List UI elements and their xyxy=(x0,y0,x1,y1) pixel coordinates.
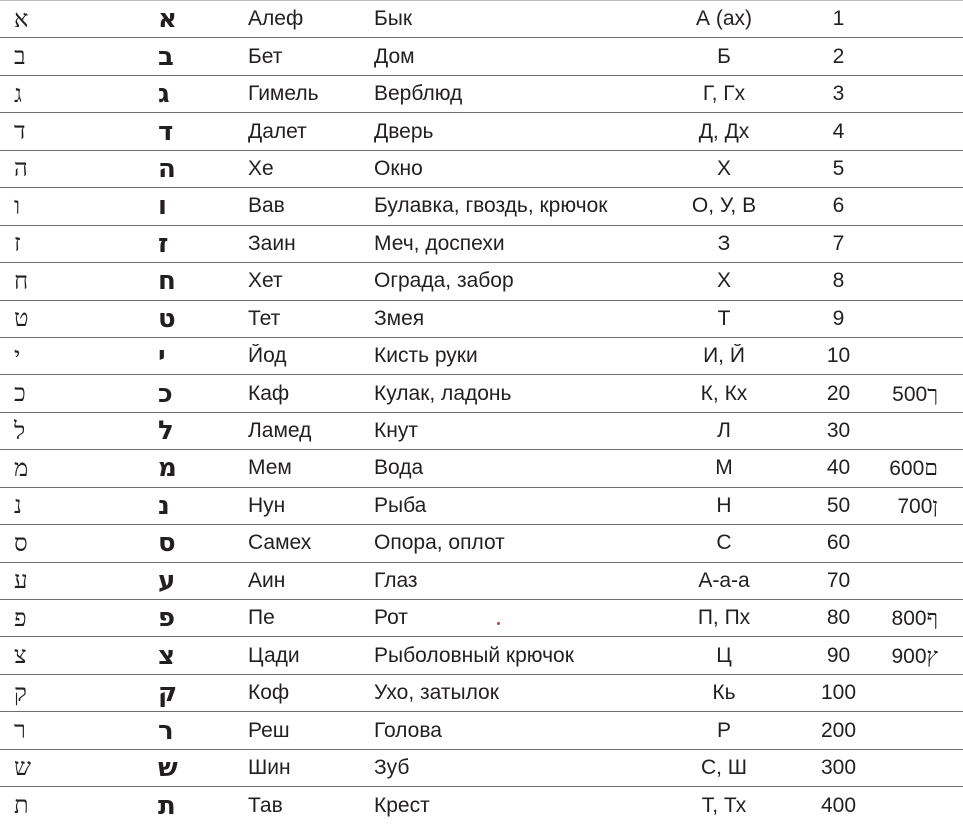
letter-sound: Г, Гх xyxy=(702,82,746,106)
letter-sound: П, Пх xyxy=(697,606,751,630)
final-letter: ן xyxy=(932,493,938,519)
table-row xyxy=(0,413,963,450)
letter-name: Хет xyxy=(248,269,283,293)
letter-sound: С xyxy=(716,531,732,555)
numeric-value: 1 xyxy=(832,7,845,31)
numeric-value: 40 xyxy=(826,456,851,480)
script-letter: ג xyxy=(14,79,22,108)
letter-meaning: Булавка, гвоздь, крючок xyxy=(374,194,608,218)
table-row xyxy=(0,263,963,300)
letter-meaning: Рыболовный крючок xyxy=(374,643,574,667)
print-letter: ק xyxy=(158,678,178,709)
print-letter: ע xyxy=(158,565,176,596)
script-letter: א xyxy=(14,4,29,33)
table-body xyxy=(0,1,963,825)
table-row xyxy=(0,1,963,38)
print-letter: ה xyxy=(158,153,176,184)
final-letter: ך xyxy=(927,381,938,407)
letter-name: Ламед xyxy=(248,419,312,443)
letter-meaning: Вода xyxy=(374,456,424,480)
print-letter: פ xyxy=(158,603,176,634)
letter-meaning: Опора, оплот xyxy=(374,531,505,555)
print-letter: צ xyxy=(158,640,175,671)
final-value: 700 xyxy=(897,494,933,518)
letter-sound: Х xyxy=(716,156,731,180)
script-letter: כ xyxy=(14,379,26,408)
letter-meaning: Голова xyxy=(374,718,442,742)
letter-sound: Р xyxy=(716,718,731,742)
numeric-value: 9 xyxy=(832,306,845,330)
numeric-value: 7 xyxy=(832,231,845,255)
script-letter: ע xyxy=(14,566,28,595)
table-row xyxy=(0,38,963,75)
print-letter: ב xyxy=(158,41,174,72)
letter-meaning: Рот xyxy=(374,606,408,630)
letter-meaning: Кисть руки xyxy=(374,344,478,368)
print-letter: ט xyxy=(158,303,176,334)
print-letter: ז xyxy=(158,228,169,259)
script-letter: מ xyxy=(14,453,29,482)
letter-meaning: Дом xyxy=(374,44,415,68)
final-value: 600 xyxy=(889,457,925,481)
letter-name: Алеф xyxy=(248,7,304,31)
final-value: 800 xyxy=(891,607,927,631)
table-row xyxy=(0,563,963,600)
final-form xyxy=(879,455,963,481)
letter-name: Пе xyxy=(248,606,275,630)
letter-name: Мем xyxy=(248,456,292,480)
print-letter: י xyxy=(158,341,166,372)
print-letter: ש xyxy=(158,752,178,783)
numeric-value: 30 xyxy=(826,419,851,443)
letter-name: Цади xyxy=(248,643,300,667)
table-row xyxy=(0,226,963,263)
table-row xyxy=(0,750,963,787)
letter-sound: А-а-а xyxy=(698,568,750,592)
table-row xyxy=(0,375,963,412)
script-letter: ש xyxy=(14,753,31,782)
script-letter: נ xyxy=(14,491,22,520)
letter-name: Коф xyxy=(248,681,290,705)
numeric-value: 100 xyxy=(820,681,857,705)
final-form xyxy=(879,493,963,519)
numeric-value: 4 xyxy=(832,119,845,143)
print-letter: נ xyxy=(158,490,170,521)
numeric-value: 90 xyxy=(826,643,851,667)
numeric-value: 20 xyxy=(826,381,851,405)
final-letter: ם xyxy=(924,456,938,482)
table-row xyxy=(0,787,963,824)
table-row xyxy=(0,488,963,525)
letter-meaning: Верблюд xyxy=(374,82,463,106)
letter-meaning: Меч, доспехи xyxy=(374,231,505,255)
script-letter: ז xyxy=(14,229,21,258)
numeric-value: 10 xyxy=(826,344,851,368)
letter-meaning: Кулак, ладонь xyxy=(374,381,512,405)
numeric-value: 300 xyxy=(820,755,857,779)
final-letter: ף xyxy=(926,606,938,632)
table-row xyxy=(0,525,963,562)
print-letter: ו xyxy=(158,191,167,222)
numeric-value: 50 xyxy=(826,493,851,517)
letter-sound: О, У, В xyxy=(691,194,757,218)
numeric-value: 400 xyxy=(820,793,857,817)
letter-meaning: Бык xyxy=(374,7,413,31)
print-letter: ר xyxy=(158,715,174,746)
letter-meaning: Дверь xyxy=(374,119,434,143)
script-letter: ת xyxy=(14,791,29,820)
letter-meaning: Змея xyxy=(374,306,425,330)
table-row xyxy=(0,637,963,674)
print-letter: מ xyxy=(158,453,177,484)
letter-meaning: Окно xyxy=(374,156,423,180)
letter-meaning: Рыба xyxy=(374,493,427,517)
print-letter: ח xyxy=(158,266,176,297)
letter-sound: М xyxy=(715,456,733,480)
table-row xyxy=(0,188,963,225)
script-letter: ר xyxy=(14,716,26,745)
letter-sound: А (ах) xyxy=(695,7,752,31)
letter-name: Бет xyxy=(248,44,283,68)
letter-meaning: Кнут xyxy=(374,419,418,443)
letter-sound: З xyxy=(717,231,731,255)
letter-sound: Д, Дх xyxy=(698,119,750,143)
script-letter: ס xyxy=(14,528,28,557)
letter-name: Аин xyxy=(248,568,286,592)
final-form xyxy=(879,643,963,669)
script-letter: ט xyxy=(14,304,29,333)
stray-dot xyxy=(497,622,500,625)
letter-meaning: Крест xyxy=(374,793,430,817)
letter-name: Хе xyxy=(248,156,274,180)
print-letter: ל xyxy=(158,416,174,447)
final-value: 900 xyxy=(891,644,927,668)
letter-name: Каф xyxy=(248,381,290,405)
letter-sound: Т, Тх xyxy=(701,793,747,817)
letter-sound: Х xyxy=(716,269,731,293)
table-row xyxy=(0,712,963,749)
letter-name: Йод xyxy=(248,344,287,368)
letter-meaning: Ухо, затылок xyxy=(374,681,499,705)
letter-sound: Б xyxy=(717,44,731,68)
table-row xyxy=(0,338,963,375)
script-letter: ל xyxy=(14,416,26,445)
print-letter: ג xyxy=(158,79,170,110)
numeric-value: 2 xyxy=(832,44,845,68)
letter-name: Реш xyxy=(248,718,290,742)
letter-sound: Н xyxy=(716,493,732,517)
final-form xyxy=(879,605,963,631)
letter-sound: С, Ш xyxy=(700,755,748,779)
letter-name: Самех xyxy=(248,531,312,555)
letter-name: Шин xyxy=(248,755,291,779)
script-letter: ק xyxy=(14,678,27,707)
numeric-value: 200 xyxy=(820,718,857,742)
numeric-value: 60 xyxy=(826,531,851,555)
letter-sound: И, Й xyxy=(703,344,745,368)
script-letter: ב xyxy=(14,42,26,71)
print-letter: כ xyxy=(158,378,173,409)
script-letter: ח xyxy=(14,266,29,295)
table-row xyxy=(0,76,963,113)
table-row xyxy=(0,151,963,188)
print-letter: ס xyxy=(158,528,176,559)
script-letter: ד xyxy=(14,117,26,146)
final-letter: ץ xyxy=(926,643,938,669)
letter-name: Заин xyxy=(248,231,296,255)
numeric-value: 70 xyxy=(826,568,851,592)
numeric-value: 3 xyxy=(832,82,845,106)
table-row xyxy=(0,450,963,487)
numeric-value: 80 xyxy=(826,606,851,630)
letter-sound: Т xyxy=(717,306,731,330)
letter-sound: Кь xyxy=(712,681,736,705)
final-value: 500 xyxy=(892,382,928,406)
table-row xyxy=(0,600,963,637)
letter-name: Тав xyxy=(248,793,283,817)
letter-name: Гимель xyxy=(248,82,319,106)
letter-meaning: Глаз xyxy=(374,568,418,592)
print-letter: ת xyxy=(158,790,176,821)
numeric-value: 6 xyxy=(832,194,845,218)
letter-sound: Л xyxy=(717,419,731,443)
letter-meaning: Зуб xyxy=(374,755,410,779)
script-letter: ו xyxy=(14,191,21,220)
print-letter: א xyxy=(158,4,177,35)
script-letter: צ xyxy=(14,641,27,670)
table-row xyxy=(0,675,963,712)
numeric-value: 5 xyxy=(832,156,845,180)
script-letter: ה xyxy=(14,154,28,183)
print-letter: ד xyxy=(158,116,174,147)
script-letter: י xyxy=(14,341,21,370)
final-form xyxy=(879,381,963,407)
numeric-value: 8 xyxy=(832,269,845,293)
script-letter: פ xyxy=(14,603,27,632)
letter-name: Вав xyxy=(248,194,285,218)
table-row xyxy=(0,113,963,150)
letter-sound: К, Кх xyxy=(700,381,748,405)
letter-name: Далет xyxy=(248,119,307,143)
table-row xyxy=(0,301,963,338)
letter-name: Тет xyxy=(248,306,281,330)
letter-name: Нун xyxy=(248,493,286,517)
letter-meaning: Ограда, забор xyxy=(374,269,514,293)
letter-sound: Ц xyxy=(716,643,732,667)
